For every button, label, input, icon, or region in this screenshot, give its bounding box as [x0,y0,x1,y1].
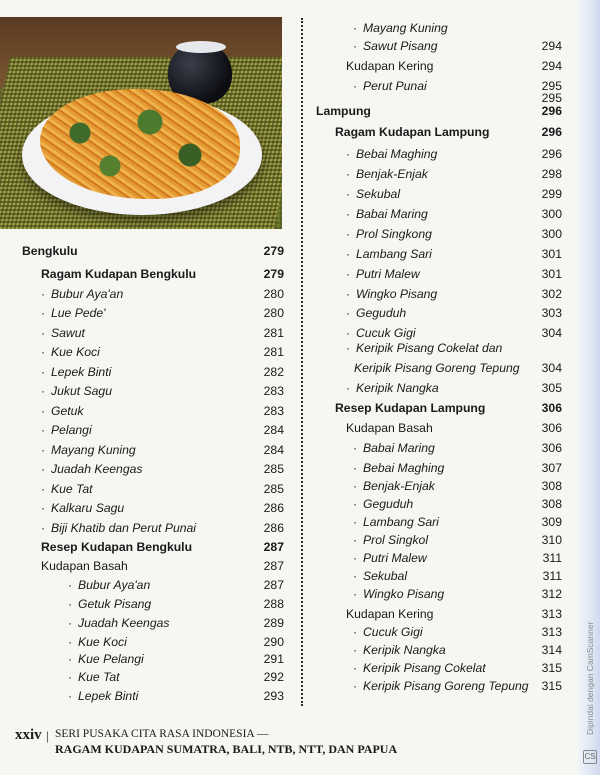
bullet-icon: · [68,652,73,666]
toc-entry-text: Babai Maring [363,441,435,455]
toc-page-number: 295 [541,79,562,93]
toc-entry-title [346,306,406,320]
toc-entry-title [346,187,400,201]
bullet-icon: · [41,423,46,437]
toc-entry-text: Jukut Sagu [51,384,112,398]
page-number: xxiv [15,727,42,743]
toc-page-number: 305 [541,381,562,395]
toc-entry-title [346,167,428,181]
toc-page-number: 279 [263,244,284,258]
toc-entry-text: Lampung [316,104,371,118]
toc-entry-text: Perut Punai [363,79,427,93]
toc-entry-text: Mayang Kuning [51,443,136,457]
toc-entry-text: Lepek Binti [51,365,112,379]
bullet-icon: · [346,287,351,301]
toc-page-number: 300 [541,207,562,221]
toc-page-number: 285 [263,462,284,476]
toc-entry-text: Kudapan Basah [346,421,433,435]
toc-entry-text: Kudapan Basah [41,559,128,573]
toc-page-number: 296 [541,147,562,161]
toc-entry-text: Bebai Maghing [363,461,445,475]
toc-page-number: 296 [541,125,562,139]
toc-page-number: 312 [541,587,562,601]
toc-entry-title [346,287,437,301]
toc-entry-title [316,104,371,118]
toc-page-number: 298 [541,167,562,181]
bullet-icon: · [346,306,351,320]
bullet-icon: · [353,643,358,657]
toc-page-number: 288 [263,597,284,611]
toc-entry-title [41,384,112,398]
toc-entry-title [346,421,433,435]
toc-entry-title [353,39,438,53]
bullet-icon: · [353,79,358,93]
toc-entry-text: Kudapan Kering [346,59,434,73]
bullet-icon: · [353,661,358,675]
toc-entry-title [353,643,446,657]
toc-entry-title [346,59,433,73]
column-divider [301,18,303,706]
bullet-icon: · [346,267,351,281]
toc-entry-text: Getuk Pisang [78,597,152,611]
toc-page-number: 299 [541,187,562,201]
toc-page-number: 303 [541,306,562,320]
bullet-icon: · [41,482,46,496]
toc-entry-title [353,79,427,93]
toc-page-number: 287 [263,559,284,573]
toc-entry-text: Bubur Aya'an [78,578,151,592]
bullet-icon: · [346,247,351,261]
food-photo [0,17,282,229]
toc-entry-title [41,501,124,515]
toc-entry-title [335,125,489,139]
toc-entry-title [41,559,128,573]
bullet-icon: · [353,497,358,511]
toc-entry-title [41,540,192,554]
toc-entry-title [41,267,196,281]
toc-entry-title [41,345,100,359]
toc-entry-text: Sekubal [363,569,408,583]
toc-entry-text: Pelangi [51,423,92,437]
toc-page-number: 309 [541,515,562,529]
toc-entry-title [41,404,84,418]
toc-entry-text: Kue Koci [51,345,100,359]
toc-page-number: 306 [541,421,562,435]
toc-page-number: 282 [263,365,284,379]
toc-page-number: 311 [542,551,562,565]
toc-entry-title [346,227,432,241]
bullet-icon: · [41,384,46,398]
toc-entry-title [353,679,529,693]
toc-page-number: 313 [541,607,562,621]
toc-entry-title [353,551,427,565]
toc-entry-title [41,326,85,340]
bullet-icon: · [68,597,73,611]
toc-entry-text: Kue Koci [78,635,127,649]
toc-entry-text: Putri Malew [356,267,420,281]
toc-page-number: 295 [541,91,562,105]
toc-entry-text: Kue Tat [51,482,93,496]
toc-entry-title [346,267,420,281]
bullet-icon: · [353,515,358,529]
toc-entry-text: Wingko Pisang [356,287,438,301]
toc-entry-title [41,482,93,496]
toc-entry-title [68,652,144,666]
toc-entry-title [353,497,413,511]
toc-page-number: 306 [541,441,562,455]
toc-entry-title [68,689,138,703]
toc-entry-text: Sekubal [356,187,401,201]
toc-page-number: 279 [263,267,284,281]
toc-entry-title [353,21,448,35]
bullet-icon: · [68,635,73,649]
toc-entry-text: Keripik Nangka [356,381,439,395]
bullet-icon: · [41,326,46,340]
bullet-icon: · [353,441,358,455]
toc-entry-text: Keripik Pisang Goreng Tepung [363,679,529,693]
toc-entry-title [353,441,435,455]
toc-entry-text: Geguduh [356,306,407,320]
toc-entry-title [68,616,169,630]
toc-entry-title [68,597,151,611]
toc-entry-text: Lambang Sari [363,515,439,529]
toc-entry-title [346,607,433,621]
toc-page-number: 281 [263,326,284,340]
toc-entry-title [41,306,106,320]
toc-entry-title [335,401,485,415]
bullet-icon: · [41,521,46,535]
toc-entry-text: Mayang Kuning [363,21,448,35]
toc-entry-title [346,147,437,161]
toc-entry-title [41,287,123,301]
toc-entry-title [41,443,136,457]
toc-entry-text: Getuk [51,404,84,418]
toc-entry-title [41,365,111,379]
toc-entry-text: Juadah Keengas [51,462,143,476]
toc-page-number: 293 [263,689,284,703]
toc-entry-text: Resep Kudapan Bengkulu [41,540,193,554]
bullet-icon: · [41,443,46,457]
toc-page-number: 310 [541,533,562,547]
toc-entry-text: Sawut Pisang [363,39,438,53]
bullet-icon: · [353,551,358,565]
toc-page-number: 308 [541,497,562,511]
toc-page-number: 307 [541,461,562,475]
toc-page-number: 285 [263,482,284,496]
toc-page-number: 286 [263,501,284,515]
toc-entry-title [346,341,502,355]
toc-entry-title [346,207,428,221]
toc-page-number: 283 [263,404,284,418]
toc-entry-text: Prol Singkong [356,227,432,241]
toc-entry-text: Putri Malew [363,551,427,565]
toc-page-number: 304 [541,326,562,340]
toc-page-number: 301 [541,247,562,261]
toc-page-number: 284 [263,423,284,437]
bullet-icon: · [68,670,73,684]
toc-entry-text: Keripik Pisang Cokelat dan [356,341,503,355]
toc-page-number: 280 [263,287,284,301]
bullet-icon: · [68,689,73,703]
series-title: SERI PUSAKA CITA RASA INDONESIA — [55,728,269,740]
toc-entry-text: Keripik Pisang Goreng Tepung [354,361,520,375]
toc-page-number: 287 [263,540,284,554]
toc-page-number: 311 [542,569,562,583]
bullet-icon: · [346,207,351,221]
bullet-icon: · [68,616,73,630]
bullet-icon: · [353,479,358,493]
toc-entry-text: Bubur Aya'an [51,287,124,301]
bullet-icon: · [346,167,351,181]
book-title: RAGAM KUDAPAN SUMATRA, BALI, NTB, NTT, DAN PAPUA [55,742,398,756]
toc-entry-text: Wingko Pisang [363,587,445,601]
toc-page-number: 304 [541,361,562,375]
toc-entry-title [354,361,520,375]
toc-page-number: 314 [541,643,562,657]
toc-page-number: 294 [541,39,562,53]
toc-entry-text: Resep Kudapan Lampung [335,401,486,415]
footer-separator: | [46,728,49,743]
toc-entry-text: Bengkulu [22,244,78,258]
bullet-icon: · [353,533,358,547]
toc-page-number: 306 [541,401,562,415]
toc-entry-title [353,661,486,675]
bullet-icon: · [353,461,358,475]
toc-page-number: 300 [541,227,562,241]
toc-entry-text: Lue Pede' [51,306,106,320]
bullet-icon: · [41,345,46,359]
photo-pot-lid [176,41,226,53]
toc-page-number: 291 [263,652,284,666]
bullet-icon: · [346,341,351,355]
bullet-icon: · [353,679,358,693]
toc-entry-title [68,670,120,684]
bullet-icon: · [353,587,358,601]
toc-page-number: 289 [263,616,284,630]
toc-entry-text: Geguduh [363,497,414,511]
toc-entry-text: Babai Maring [356,207,428,221]
toc-page-number: 313 [541,625,562,639]
toc-entry-text: Benjak-Enjak [363,479,435,493]
camscanner-logo-icon: CS [583,750,597,764]
toc-entry-text: Cucuk Gigi [363,625,423,639]
scanner-watermark [578,590,600,770]
toc-entry-text: Bebai Maghing [356,147,438,161]
bullet-icon: · [353,39,358,53]
toc-page-number: 315 [541,679,562,693]
toc-entry-text: Kalkaru Sagu [51,501,125,515]
bullet-icon: · [353,21,358,35]
toc-page-number: 286 [263,521,284,535]
toc-entry-text: Ragam Kudapan Bengkulu [41,267,197,281]
toc-entry-text: Sawut [51,326,85,340]
toc-page-number: 287 [263,578,284,592]
toc-entry-title [353,569,407,583]
toc-entry-title [353,479,435,493]
toc-entry-text: Cucuk Gigi [356,326,416,340]
toc-entry-title [353,533,428,547]
toc-page-number: 301 [541,267,562,281]
bullet-icon: · [41,287,46,301]
toc-entry-text: Prol Singkol [363,533,429,547]
toc-entry-title [68,578,150,592]
toc-entry-title [353,587,444,601]
toc-entry-title [353,515,439,529]
toc-entry-text: Kue Tat [78,670,120,684]
toc-page-number: 280 [263,306,284,320]
toc-entry-title [41,462,142,476]
watermark-text: Dipindai dengan CamScanner [585,621,595,735]
toc-entry-title [346,326,416,340]
toc-page-number: 308 [541,479,562,493]
bullet-icon: · [346,326,351,340]
toc-page-number: 284 [263,443,284,457]
toc-entry-title [22,244,78,258]
toc-entry-text: Keripik Nangka [363,643,446,657]
toc-page-number: 315 [541,661,562,675]
toc-entry-text: Keripik Pisang Cokelat [363,661,486,675]
bullet-icon: · [41,501,46,515]
toc-entry-text: Kue Pelangi [78,652,144,666]
toc-entry-title [41,423,92,437]
toc-page-number: 283 [263,384,284,398]
toc-entry-title [41,521,196,535]
bullet-icon: · [41,306,46,320]
toc-page-number: 292 [263,670,284,684]
toc-entry-text: Juadah Keengas [78,616,170,630]
bullet-icon: · [353,569,358,583]
bullet-icon: · [41,404,46,418]
toc-page-number: 294 [541,59,562,73]
toc-entry-title [353,461,444,475]
bullet-icon: · [346,227,351,241]
bullet-icon: · [346,147,351,161]
toc-entry-title [68,635,127,649]
bullet-icon: · [41,365,46,379]
bullet-icon: · [346,381,351,395]
toc-entry-text: Lambang Sari [356,247,432,261]
toc-entry-text: Lepek Binti [78,689,139,703]
bullet-icon: · [68,578,73,592]
toc-entry-text: Biji Khatib dan Perut Punai [51,521,196,535]
toc-page-number: 302 [541,287,562,301]
toc-entry-title [346,381,439,395]
toc-entry-title [353,625,423,639]
toc-entry-text: Benjak-Enjak [356,167,428,181]
toc-entry-title [346,247,432,261]
toc-page-number: 281 [263,345,284,359]
toc-entry-text: Ragam Kudapan Lampung [335,125,490,139]
toc-page-number: 290 [263,635,284,649]
bullet-icon: · [41,462,46,476]
bullet-icon: · [353,625,358,639]
toc-page-number: 296 [541,104,562,118]
bullet-icon: · [346,187,351,201]
toc-entry-text: Kudapan Kering [346,607,434,621]
